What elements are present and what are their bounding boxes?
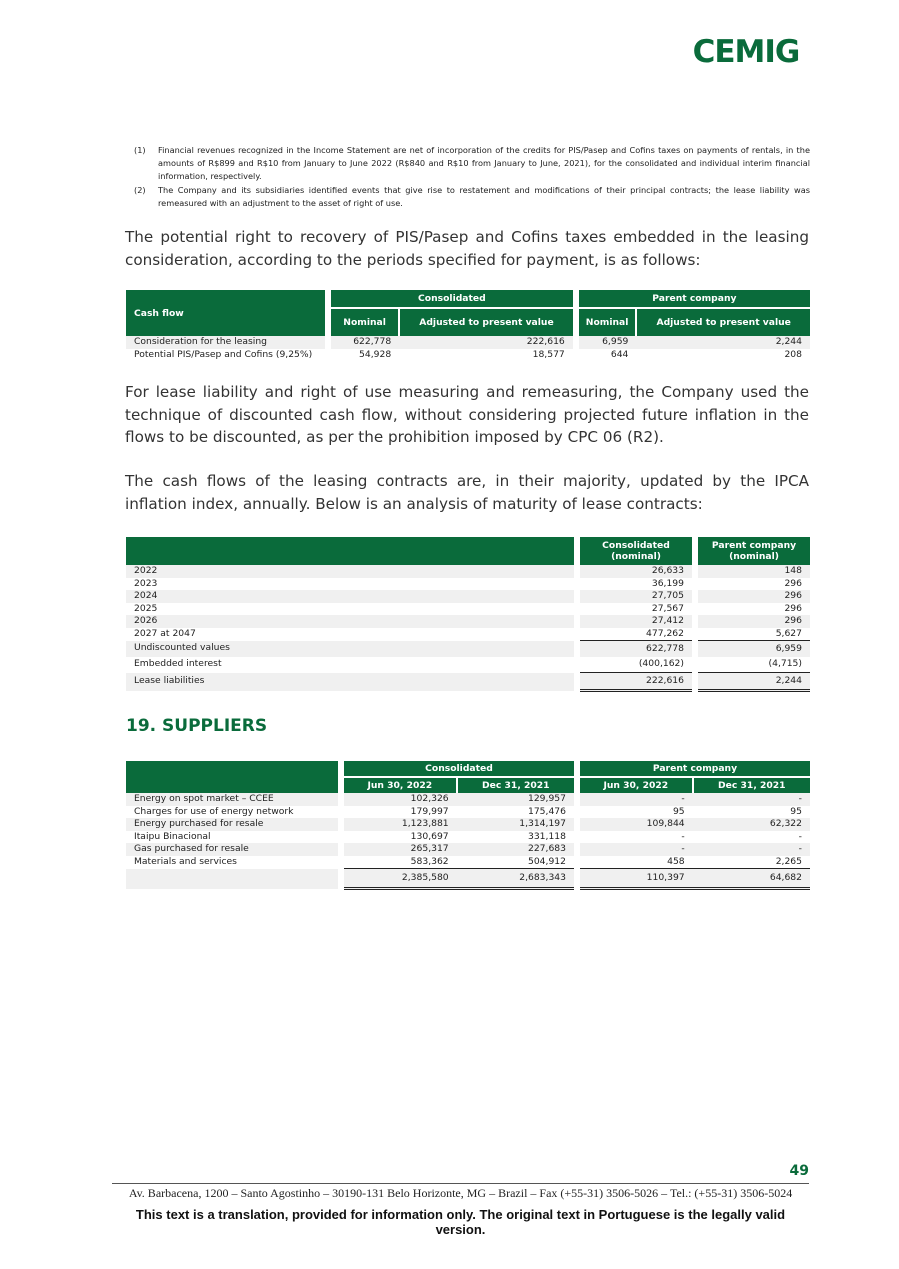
footnote-text: Financial revenues recognized in the Income Statement are net of incorporation of the credits for PIS/Pasep and Cofins taxes on payments of rentals, in the amounts of R$899 and R$10 from January to June 2022 (R$840 and R$10 from January to June, 2021), for the consolidated and individual interim financial information, respectively.: [158, 145, 810, 181]
suppliers-table: [126, 761, 810, 890]
cell-value: 36,199: [580, 578, 692, 591]
cell-value: 129,957: [457, 793, 574, 806]
cell-value: 477,262: [580, 628, 692, 641]
cell-value: 62,322: [693, 818, 810, 831]
footnote-number: (1): [134, 145, 146, 155]
header-consolidated-nominal: Consolidated (nominal): [580, 537, 692, 565]
row-label: Undiscounted values: [126, 641, 574, 657]
footer-disclaimer: This text is a translation, provided for information only. The original text in Portuguese is the legally valid version.: [135, 1207, 786, 1237]
row-label: Consideration for the leasing: [126, 336, 325, 349]
table-row: [126, 856, 810, 869]
cell-value: 208: [636, 349, 810, 362]
page-number: 49: [789, 1163, 809, 1179]
row-label: Energy purchased for resale: [126, 818, 338, 831]
cell-value: 175,476: [457, 806, 574, 819]
cell-value: 110,397: [580, 869, 693, 889]
cell-value: 2,244: [698, 673, 810, 691]
cell-value: (400,162): [580, 657, 692, 673]
row-label: 2027 at 2047: [126, 628, 574, 641]
row-label: Gas purchased for resale: [126, 843, 338, 856]
header-adjusted: Adjusted to present value: [636, 308, 810, 336]
table-row: [126, 590, 810, 603]
cell-value: 64,682: [693, 869, 810, 889]
cell-value: 18,577: [399, 349, 573, 362]
row-label: Embedded interest: [126, 657, 574, 673]
cell-value: 2,385,580: [344, 869, 457, 889]
footnote-2: [134, 184, 810, 210]
table-row: [126, 578, 810, 591]
table-row: [126, 793, 810, 806]
cell-value: 179,997: [344, 806, 457, 819]
cell-value: 148: [698, 565, 810, 578]
table-row: [126, 628, 810, 641]
cell-value: -: [693, 793, 810, 806]
paragraph-recovery: The potential right to recovery of PIS/Pasep and Cofins taxes embedded in the leasing consideration, according to the periods specified for payment, is as follows:: [125, 228, 809, 269]
cell-value: 6,959: [698, 641, 810, 657]
table-row: [126, 349, 810, 362]
cell-value: 296: [698, 590, 810, 603]
cell-value: (4,715): [698, 657, 810, 673]
header-date: Dec 31, 2021: [457, 777, 574, 793]
header-adjusted: Adjusted to present value: [399, 308, 573, 336]
cell-value: 6,959: [579, 336, 637, 349]
cell-value: 504,912: [457, 856, 574, 869]
table-row: [126, 843, 810, 856]
header-date: Dec 31, 2021: [693, 777, 810, 793]
row-label: Lease liabilities: [126, 673, 574, 691]
header-parent-company: Parent company: [579, 290, 810, 308]
cell-value: 2,244: [636, 336, 810, 349]
cell-value: 27,705: [580, 590, 692, 603]
logo-text: CEMIG: [692, 34, 800, 68]
cell-value: 2,683,343: [457, 869, 574, 889]
interest-row: [126, 657, 810, 673]
table-row: [126, 806, 810, 819]
row-label: Energy on spot market – CCEE: [126, 793, 338, 806]
table-row: [126, 615, 810, 628]
cell-value: 1,314,197: [457, 818, 574, 831]
cell-value: -: [580, 793, 693, 806]
header-consolidated: Consolidated: [331, 290, 573, 308]
cell-value: 296: [698, 578, 810, 591]
header-nominal: Nominal: [579, 308, 637, 336]
cell-value: 27,412: [580, 615, 692, 628]
row-label: Materials and services: [126, 856, 338, 869]
cell-value: -: [580, 843, 693, 856]
cemig-logo: [686, 32, 806, 68]
cell-value: 95: [693, 806, 810, 819]
cell-value: 296: [698, 615, 810, 628]
table-row: [126, 818, 810, 831]
cell-value: 222,616: [580, 673, 692, 691]
paragraph-ipca: The cash flows of the leasing contracts are, in their majority, updated by the IPCA inflation index, annually. Below is an analysis of maturity of lease contracts:: [125, 472, 809, 513]
cell-value: -: [693, 831, 810, 844]
cell-value: 95: [580, 806, 693, 819]
table-row: [126, 336, 810, 349]
maturity-table: [126, 537, 810, 692]
row-label: Itaipu Binacional: [126, 831, 338, 844]
header-cash-flow: Cash flow: [126, 290, 325, 336]
cell-value: 2,265: [693, 856, 810, 869]
total-row: [126, 869, 810, 889]
total-row: [126, 673, 810, 691]
footnote-1: [134, 144, 810, 183]
cell-value: 227,683: [457, 843, 574, 856]
cell-value: 583,362: [344, 856, 457, 869]
cell-value: 622,778: [331, 336, 399, 349]
cell-value: -: [580, 831, 693, 844]
footer-address: Av. Barbacena, 1200 – Santo Agostinho – 30190-131 Belo Horizonte, MG – Brazil – Fax (+55-31) 3506-5026 – Tel.: (+55-31) 3506-5024: [128, 1186, 793, 1200]
header-parent-nominal: Parent company (nominal): [698, 537, 810, 565]
header-blank: [126, 537, 574, 565]
header-consolidated: Consolidated: [344, 761, 574, 777]
cell-value: 222,616: [399, 336, 573, 349]
table-row: [126, 603, 810, 616]
cell-value: -: [693, 843, 810, 856]
header-blank: [126, 761, 338, 793]
row-label: Charges for use of energy network: [126, 806, 338, 819]
cell-value: 296: [698, 603, 810, 616]
table-row: [126, 565, 810, 578]
cell-value: 1,123,881: [344, 818, 457, 831]
table-row: [126, 831, 810, 844]
cell-value: 26,633: [580, 565, 692, 578]
cell-value: 102,326: [344, 793, 457, 806]
cell-value: 331,118: [457, 831, 574, 844]
header-date: Jun 30, 2022: [344, 777, 457, 793]
row-label: 2023: [126, 578, 574, 591]
cell-value: 27,567: [580, 603, 692, 616]
cell-value: 109,844: [580, 818, 693, 831]
row-label: Potential PIS/Pasep and Cofins (9,25%): [126, 349, 325, 362]
row-label-blank: [126, 869, 338, 889]
pis-cofins-table: [126, 290, 810, 361]
paragraph-discounted-cash-flow: For lease liability and right of use measuring and remeasuring, the Company used the technique of discounted cash flow, without considering projected future inflation in the flows to be discounted, as per the prohibition imposed by CPC 06 (R2).: [125, 383, 809, 446]
cell-value: 644: [579, 349, 637, 362]
footnotes: [134, 144, 810, 211]
footnote-number: (2): [134, 185, 146, 195]
header-parent-company: Parent company: [580, 761, 810, 777]
subtotal-row: [126, 641, 810, 657]
footnote-text: The Company and its subsidiaries identified events that give rise to restatement and modifications of their principal contracts; the lease liability was remeasured with an adjustment to the asset of right of use.: [158, 185, 810, 208]
header-date: Jun 30, 2022: [580, 777, 693, 793]
cell-value: 54,928: [331, 349, 399, 362]
cell-value: 5,627: [698, 628, 810, 641]
header-nominal: Nominal: [331, 308, 399, 336]
row-label: 2026: [126, 615, 574, 628]
row-label: 2022: [126, 565, 574, 578]
row-label: 2025: [126, 603, 574, 616]
row-label: 2024: [126, 590, 574, 603]
cell-value: 458: [580, 856, 693, 869]
section-heading: 19. SUPPLIERS: [126, 716, 268, 736]
cell-value: 265,317: [344, 843, 457, 856]
cell-value: 622,778: [580, 641, 692, 657]
footer-divider: [112, 1183, 809, 1184]
cell-value: 130,697: [344, 831, 457, 844]
